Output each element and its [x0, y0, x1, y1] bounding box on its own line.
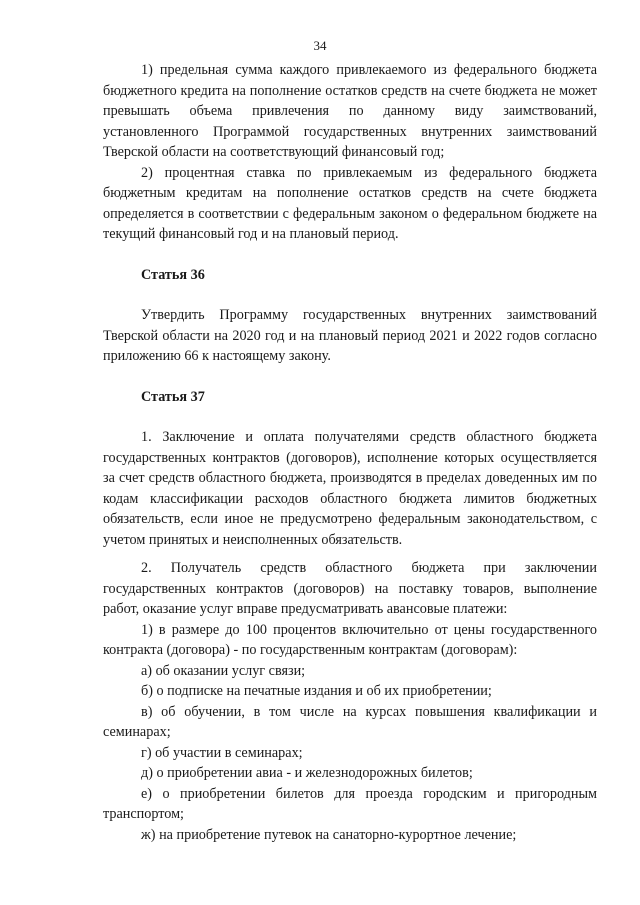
article-37-heading: Статья 37	[141, 388, 205, 405]
list-item-g: г) об участии в семинарах;	[141, 744, 303, 761]
list-item-zh: ж) на приобретение путевок на санаторно-курортное лечение;	[141, 826, 517, 843]
article-36-heading: Статья 36	[141, 266, 205, 283]
list-item-d: д) о приобретении авиа - и железнодорожных билетов;	[141, 765, 473, 781]
list-item-b: б) о подписке на печатные издания и об их приобретении;	[141, 683, 492, 699]
list-item-e: е) о приобретении билетов для проезда городским и пригородным транспортом;	[103, 785, 597, 822]
article-37-paragraph-1: 1. Заключение и оплата получателями средств областного бюджета государственных контрактов (договоров), исполнение которых осуществляется за счет средств областного бюджета, производятся в пределах доведенных им по кодам классификации расходов областного бюджета лимитов бюджетных обязательств, если иное не предусмотрено федеральным законодательством, с учетом принятых и неисполненных обязательств.	[103, 429, 597, 548]
paragraph-intro-2: 2) процентная ставка по привлекаемым из федерального бюджета бюджетным кредитам на пополнение остатков средств на счете бюджета определяется в соответствии с федеральным законом о федеральном бюджете на текущий финансовый год и на плановый период.	[103, 164, 597, 242]
article-36-text: Утвердить Программу государственных внутренних заимствований Тверской области на 2020 год и на плановый период 2021 и 2022 годов согласно приложению 66 к настоящему закону.	[103, 307, 597, 364]
page-number: 34	[313, 38, 327, 53]
list-item-v: в) об обучении, в том числе на курсах повышения квалификации и семинарах;	[103, 703, 597, 740]
article-37-paragraph-2-1: 1) в размере до 100 процентов включительно от цены государственного контракта (договора) - по государственным контрактам (договорам):	[103, 621, 597, 658]
page-content	[103, 60, 597, 845]
list-item-a: а) об оказании услуг связи;	[141, 662, 306, 679]
paragraph-intro-1: 1) предельная сумма каждого привлекаемого из федерального бюджета бюджетного кредита на пополнение остатков средств на счете бюджета не может превышать объема привлечения по данному виду заимствований, установленного Программой государственных внутренних заимствований Тверской области на соответствующий финансовый год;	[103, 62, 597, 160]
article-37-paragraph-2: 2. Получатель средств областного бюджета при заключении государственных контрактов (договоров) на поставку товаров, выполнение работ, оказание услуг вправе предусматривать авансовые платежи:	[103, 560, 597, 617]
